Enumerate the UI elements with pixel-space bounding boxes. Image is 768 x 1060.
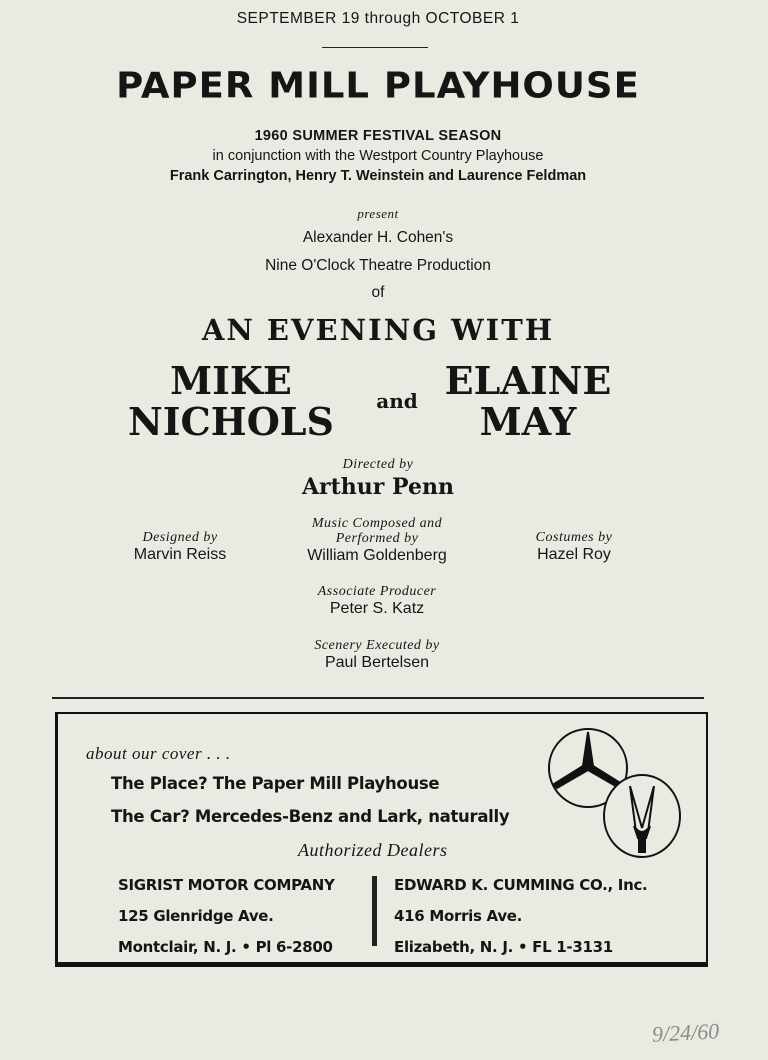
- scenery-label: Scenery Executed by: [314, 638, 440, 653]
- performer1-last: NICHOLS: [128, 399, 334, 444]
- dealer-divider: [372, 876, 377, 946]
- dealer-cumming: [394, 870, 647, 963]
- performer2-last: MAY: [479, 399, 577, 444]
- producers: Frank Carrington, Henry T. Weinstein and Laurence Feldman: [169, 168, 587, 184]
- music-label-1: Music Composed and: [311, 516, 443, 531]
- dealer2-name: EDWARD K. CUMMING CO., Inc.: [394, 876, 648, 894]
- music-label-2: Performed by: [335, 531, 419, 546]
- ad-intro: about our cover . . .: [86, 744, 231, 763]
- credit-designer: [134, 530, 226, 564]
- scenery-name: Paul Bertelsen: [324, 654, 430, 671]
- of-label: of: [371, 284, 385, 301]
- performer-mike-nichols: [128, 360, 334, 442]
- mercedes-ad: [55, 712, 708, 967]
- credit-scenery: [314, 638, 439, 672]
- presenter: Alexander H. Cohen's: [302, 229, 454, 246]
- directed-label: Directed by: [342, 457, 414, 472]
- performer-elaine-may: [445, 360, 612, 442]
- ad-line-2: The Car? Mercedes-Benz and Lark, naturally: [111, 807, 510, 826]
- present-label: present: [357, 206, 399, 221]
- designer-name: Marvin Reiss: [133, 546, 227, 563]
- costumer-name: Hazel Roy: [537, 546, 611, 563]
- credit-costumes: [536, 530, 613, 564]
- assoc-label: Associate Producer: [317, 584, 437, 599]
- performer1-first: MIKE: [170, 358, 292, 403]
- and-label: and: [376, 389, 418, 413]
- director: Arthur Penn: [301, 474, 454, 500]
- dealer2-city: Elizabeth, N. J. • FL 1-3131: [394, 938, 613, 956]
- theatre-name: PAPER MILL PLAYHOUSE: [116, 65, 640, 106]
- conjunction: in conjunction with the Westport Country Playhouse: [212, 148, 544, 164]
- assoc-name: Peter S. Katz: [329, 600, 425, 617]
- authorized-dealers: Authorized Dealers: [298, 840, 448, 860]
- dealer1-name: SIGRIST MOTOR COMPANY: [118, 876, 335, 894]
- dealer2-address: 416 Morris Ave.: [394, 907, 523, 925]
- production: Nine O'Clock Theatre Production: [265, 257, 491, 274]
- composer-name: William Goldenberg: [307, 547, 447, 564]
- season: 1960 SUMMER FESTIVAL SEASON: [254, 128, 502, 144]
- car-emblems-logo: [546, 726, 686, 861]
- divider: [322, 47, 428, 48]
- handwritten-date: 9/24/60: [651, 1018, 720, 1047]
- credit-assoc: [318, 584, 437, 618]
- lark-emblem-icon: [604, 775, 680, 857]
- dealer1-city: Montclair, N. J. • Pl 6-2800: [118, 938, 333, 956]
- section-divider: [52, 697, 704, 699]
- dates: SEPTEMBER 19 through OCTOBER 1: [236, 10, 520, 27]
- dealer1-address: 125 Glenridge Ave.: [118, 907, 274, 925]
- dealer-sigrist: [118, 870, 335, 963]
- ad-line-1: The Place? The Paper Mill Playhouse: [111, 774, 440, 793]
- credit-music: [307, 516, 447, 565]
- show-title: AN EVENING WITH: [201, 313, 555, 347]
- costumes-label: Costumes by: [535, 530, 613, 545]
- performer2-first: ELAINE: [444, 358, 612, 403]
- designer-label: Designed by: [142, 530, 218, 545]
